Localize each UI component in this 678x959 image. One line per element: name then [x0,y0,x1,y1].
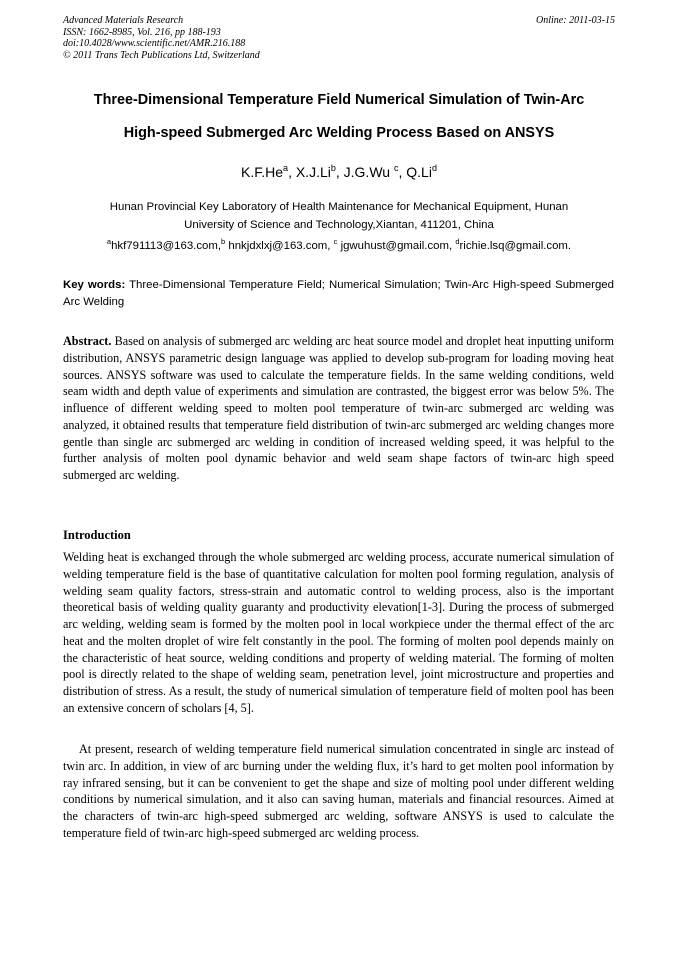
author-marker: d [431,163,437,173]
affiliation-line-2: University of Science and Technology,Xiantan, 411201, China [184,218,494,231]
copyright-line: © 2011 Trans Tech Publications Ltd, Switzerland [63,49,260,61]
author-name: J.G.Wu [343,164,391,180]
email-address[interactable]: jgwuhust@gmail.com, [340,240,453,252]
affiliation [75,199,603,234]
author-name: K.F.He [241,164,284,180]
introduction-paragraph-1: Welding heat is exchanged through the whole submerged arc welding process, accurate numerical simulation of welding temperature field is the base of quantitative calculation for molten pool forming regulation, analysis of welding seam quality factors, stress-strain and automatic control to welding process, also is the important theoretical basis of welding quality guaranty and productivity elevation[1-3]. During the process of submerged arc welding, welding seam is formed by the molten pool in local workpiece under the thermal effect of the arc heat and the molten droplet of wire felt constantly in the pool. The forming of molten pool depends mainly on the characteristic of heat source, welding conditions and property of welding material. The forming of molten pool is directly related to the shape of welding seam, penetration level, joint microstructure and properties and distribution of stress. As a result, the study of numerical simulation of temperature field of molten pool has been an extensive concern of scholars [4, 5]. [63,550,614,715]
author-marker: a [283,163,289,173]
introduction-paragraph-2: At present, research of welding temperature field numerical simulation concentrated in single arc instead of twin arc. In addition, in view of arc burning under the welding flux, it’s hard to get molten pool information by ray infrared sensing, but it can be convenient to get the shape and size of molting pool under different welding conditions by numerical simulation, and it also can saving human, materials and financial resources. Aimed at the characters of twin-arc high-speed submerged arc welding, software ANSYS is used to calculate the temperature field of twin-arc high-speed submerged arc welding process. [63,742,614,840]
author-list: K.F.He$^a$, X.J.Li$^b$, J.G.Wu $^c$, Q.Li$^d$ [241,163,437,180]
keywords-text: Three-Dimensional Temperature Field; Numerical Simulation; Twin-Arc High-speed Submerged Arc Welding [63,279,614,308]
abstract [63,333,614,484]
email-list [50,238,628,254]
journal-name: Advanced Materials Research [63,15,184,26]
email-address[interactable]: hkf791113@163.com, [111,240,222,252]
abstract-label: Abstract. [63,334,112,348]
journal-header [63,15,260,61]
affiliation-line-1: Hunan Provincial Key Laboratory of Health Maintenance for Mechanical Equipment, Hunan [109,201,569,213]
author-marker: b [330,163,336,173]
paper-title-line-1: Three-Dimensional Temperature Field Numerical Simulation of Twin-Arc [93,92,585,108]
issn-line: ISSN: 1662-8985, Vol. 216, pp 188-193 [63,26,221,38]
email-marker: b [221,237,226,246]
email-marker: a [106,237,112,246]
keywords [63,277,614,311]
keywords-label: Key words: [63,279,126,291]
email-address[interactable]: richie.lsq@gmail.com. [459,240,572,252]
author-marker: c [393,163,399,173]
email-marker: d [455,237,460,246]
online-date: Online: 2011-03-15 [536,15,615,26]
author-name: X.J.Li [295,164,331,180]
email-address[interactable]: hnkjdxlxj@163.com, [228,240,331,252]
paper-title-line-2: High-speed Submerged Arc Welding Process Based on ANSYS [123,125,555,141]
author-name: Q.Li [406,164,432,180]
abstract-text: Based on analysis of submerged arc welding arc heat source model and droplet heat inputting uniform distribution, ANSYS parametric design language was applied to develop sub-program for loading moving heat sources. ANSYS software was used to calculate the temperature fields. In the same welding conditions, weld seam width and depth value of experiments and simulation are contrasted, the biggest error was below 5%. The influence of different welding speed to molten pool temperature of twin-arc submerged arc welding was analyzed, it obtained results that temperature field distribution of twin-arc submerged arc welding changes more gentle than single arc submerged arc welding in condition of increased welding speed, it was helpful to the further analysis of molten pool dynamic behavior and weld seam shape factors of twin-arc high speed submerged arc welding. [63,334,614,482]
doi-line: doi:10.4028/www.scientific.net/AMR.216.188 [63,38,246,49]
introduction-heading: Introduction [63,528,131,542]
email-marker: c [333,237,338,246]
